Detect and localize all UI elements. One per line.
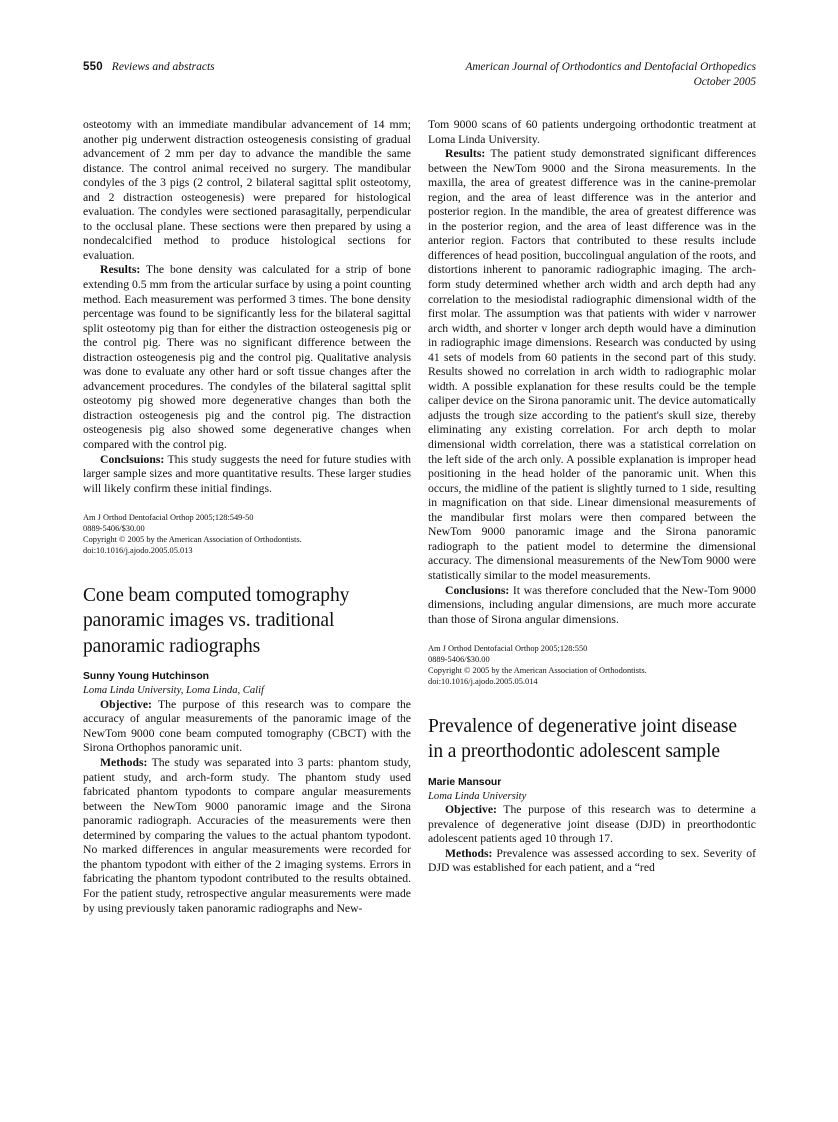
objective-text: The purpose of this research was to compare the accuracy of angular measurements of the panoramic image of the NewTom 9000 cone beam computed tomography (CBCT) with the Sirona Orthophos panoramic unit. (83, 697, 411, 755)
journal-name: American Journal of Orthodontics and Dentofacial Orthopedics (465, 61, 756, 73)
citation-doi: doi:10.1016/j.ajodo.2005.05.014 (428, 676, 538, 686)
left-conclusions-paragraph (83, 453, 411, 497)
article-author: Sunny Young Hutchinson (83, 671, 210, 683)
citation-copyright: Copyright © 2005 by the American Association of Orthodontists. (428, 665, 647, 675)
left-article-opener (83, 583, 411, 698)
journal-page (83, 0, 756, 1122)
left-results-paragraph (83, 263, 411, 452)
citation-issn-price: 0889-5406/$30.00 (83, 524, 145, 534)
article-author: Marie Mansour (428, 776, 502, 788)
right-citation-block (428, 644, 756, 688)
conclusions-label: Conclsuions: (100, 452, 165, 466)
citation-reference: Am J Orthod Dentofacial Orthop 2005;128:550 (428, 644, 588, 654)
objective-label: Objective: (445, 803, 497, 817)
conclusions-label: Conclusions: (445, 583, 510, 597)
right-methods-paragraph (428, 847, 756, 876)
left-continued-paragraph: osteotomy with an immediate mandibular advancement of 14 mm; another pig underwent distraction osteogenesis consisting of gradual advancement of 2 mm per day to advance the mandible the same distance. The control animal received no surgery. The mandibular condyles of the 3 pigs (2 control, 2 bilateral sagittal split osteotomy, and 2 distraction osteogenesis) were prepared for histological evaluation. The condyles were sectioned parasagitally, perpendicular to the occlusal plane. These sections were then prepared by using a nondecalcified method to produce histological sections for evaluation. (83, 118, 411, 262)
issue-date: October 2005 (693, 75, 756, 88)
citation-issn-price: 0889-5406/$30.00 (428, 655, 490, 665)
results-text: The bone density was calculated for a strip of bone extending 0.5 mm from the articular surface by using a point counting method. Each measurement was performed 3 times. The bone density percentage was found to be significantly less for the bilateral sagittal split osteotomy pig than for either the distraction osteogenesis pig or the control pig. There was no significant difference between the distraction osteogenesis pig and the control pig. Qualitative analysis was done to evaluate any other hard or soft tissue changes after the advancement procedures. The condyles of the bilateral sagittal split osteotomy pig showed more degenerative changes than both the distraction osteogenesis pig and the control pig. The distraction osteogenesis pig also showed some degenerative changes when compared with the control pig. (83, 263, 411, 452)
article-affiliation: Loma Linda University, Loma Linda, Calif (83, 685, 264, 697)
right-results-paragraph (428, 147, 756, 583)
article-title: Prevalence of degenerative joint disease in a preorthodontic adolescent sample (428, 715, 737, 763)
citation-copyright: Copyright © 2005 by the American Association of Orthodontists. (83, 535, 302, 545)
running-head-right (465, 60, 756, 89)
article-affiliation: Loma Linda University (428, 790, 527, 802)
citation-reference: Am J Orthod Dentofacial Orthop 2005;128:549-50 (83, 513, 254, 523)
conclusions-text: It was therefore concluded that the New-Tom 9000 dimensions, including angular dimensions, are much more accurate than those of Sirona angular dimensions. (428, 583, 756, 626)
left-methods-paragraph (83, 756, 411, 916)
page-folio-number: 550 (83, 61, 103, 73)
running-head-left (83, 60, 215, 74)
left-column (83, 118, 411, 1078)
right-continued-paragraph: Tom 9000 scans of 60 patients undergoing orthodontic treatment at Loma Linda University. (428, 118, 756, 146)
article-title: Cone beam computed tomography panoramic images vs. traditional panoramic radiographs (83, 584, 350, 657)
citation-doi: doi:10.1016/j.ajodo.2005.05.013 (83, 545, 193, 555)
two-column-body (83, 118, 756, 1078)
right-article-opener (428, 714, 756, 804)
left-citation-block (83, 513, 411, 557)
objective-text: The purpose of this research was to determine a prevalence of degenerative joint disease (DJD) in preorthodontic adolescent patients aged 10 through 17. (428, 803, 756, 846)
left-objective-paragraph (83, 698, 411, 756)
methods-label: Methods: (445, 846, 493, 860)
running-head (83, 60, 756, 89)
results-label: Results: (100, 263, 141, 277)
running-head-section-label: Reviews and abstracts (111, 61, 215, 73)
results-label: Results: (445, 147, 486, 161)
methods-label: Methods: (100, 756, 148, 770)
right-column (428, 118, 756, 1078)
results-text: The patient study demonstrated significant differences between the NewTom 9000 and the Sirona measurements. In the maxilla, the area of greatest difference was in the canine-premolar region, and the area of least difference was in the anterior and posterior region. In the mandible, the area of greatest difference was in the posterior region, and the area of least difference was in the anterior region. Factors that contributed to these results include differences of head position, buccolingual angulation of the roots, and distortions inherent to panoramic radiographic imaging. The arch-form study determined whether arch width and arch depth had any correlation to the mesiodistal radiographic dimensional width of the first molar. The assumption was that patients with wider v narrower arch width, and shorter v longer arch depth would have a diminution in radiographic image dimensions. Research was conducted by using 41 sets of models from 60 patients in the second part of this study. Results showed no correlation in arch width to radiographic molar width. A possible explanation for these results could be the temple caliper device on the Sirona panoramic unit. The device automatically adjusts the trough size according to the patient's skull size, thereby eliminating any existing correlation. For arch depth to molar dimensional width correlation, there was a statistical correlation on the left side of the arch only. A possible explanation is improper head positioning in the head holder of the panoramic unit. When this occurs, the midline of the patient is slightly turned to 1 side, resulting in magnification on that side. Linear dimensional measurements of the mandibular first molars were then compared between the NewTom 9000 panoramic image and the Sirona panoramic radiograph to the patient model to determine the dimensional accuracy. The dimensional measurements of the NewTom 9000 were statistically similar to the model measurements. (428, 147, 756, 582)
methods-text: Prevalence was assessed according to sex. Severity of DJD was established for each patient, and a “red (428, 846, 756, 875)
right-objective-paragraph (428, 803, 756, 847)
objective-label: Objective: (100, 697, 152, 711)
methods-text: The study was separated into 3 parts: phantom study, patient study, and arch-form study. The phantom study used fabricated phantom typodonts to compare angular measurements between the NewTom 9000 panoramic image and the Sirona panoramic radiograph. Accuracies of the measurements were then determined by comparing the values to the actual phantom typodont. No marked differences in angular measurements were recorded for the phantom typodont with either of the 2 imaging systems. Errors in fabricating the phantom typodont contributed to the results obtained. For the patient study, retrospective angular measurements were made by using previously taken panoramic radiographs and New- (83, 756, 411, 915)
conclusions-text: This study suggests the need for future studies with larger sample sizes and more quantitative results. These larger studies will likely confirm these initial findings. (83, 452, 411, 495)
right-conclusions-paragraph (428, 584, 756, 628)
